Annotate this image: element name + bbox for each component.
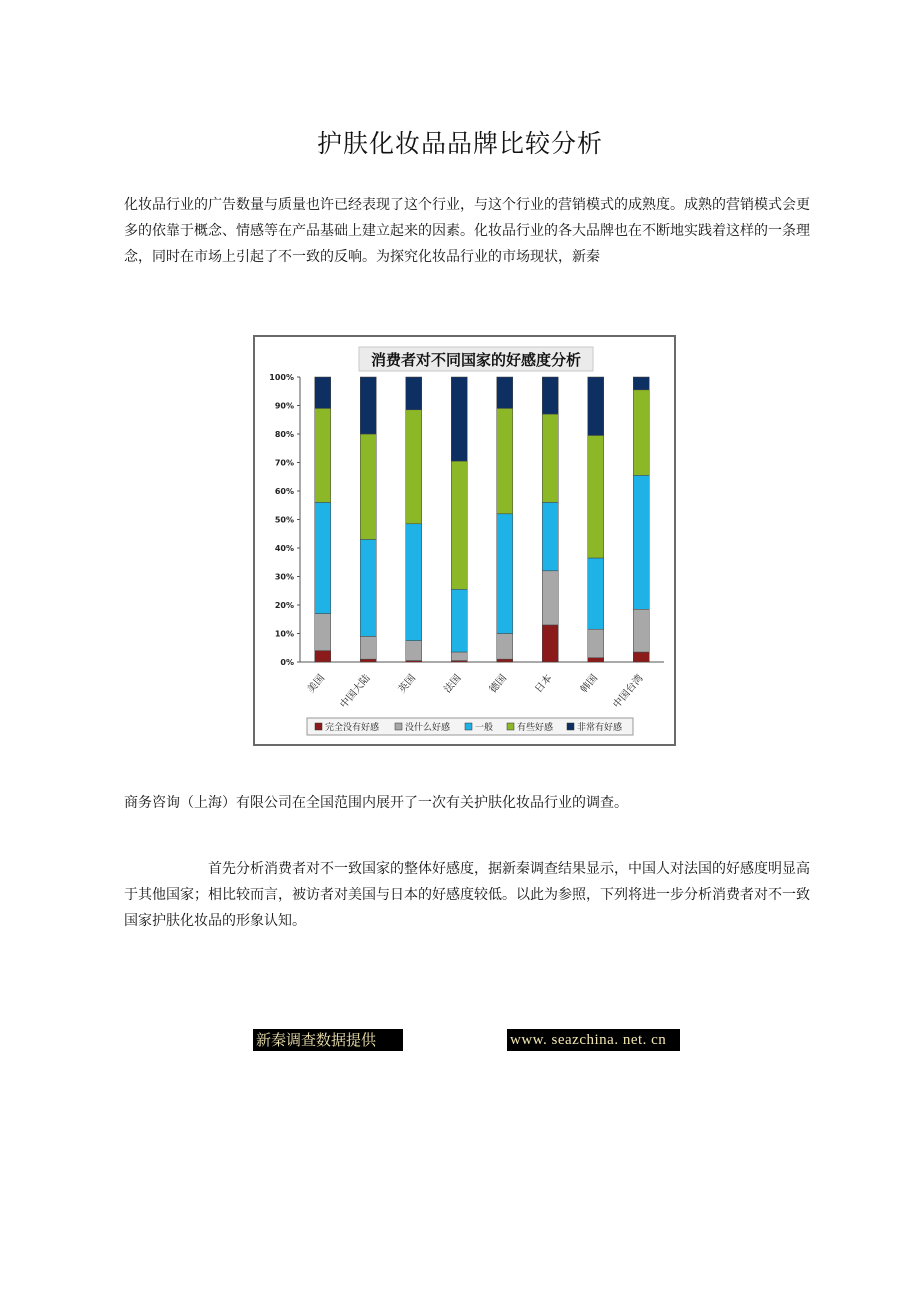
x-category-label: 中国台湾: [611, 672, 646, 711]
bar-segment: [542, 571, 558, 625]
y-tick-label: 0%: [280, 658, 294, 667]
intro-paragraph: 化妆品行业的广告数量与质量也许已经表现了这个行业，与这个行业的营销模式的成熟度。成熟的营销模式会更多的依靠于概念、情感等在产品基础上建立起来的因素。化妆品行业的各大品牌也在不断地实践着这样的一条理念，同时在市场上引起了不一致的反响。为探究化妆品行业的市场现状，新秦: [124, 197, 810, 265]
legend-label: 非常有好感: [577, 723, 623, 733]
bar-segment: [542, 502, 558, 570]
bar-segment: [315, 651, 331, 662]
y-tick-label: 50%: [274, 515, 294, 525]
bar-segment: [497, 408, 513, 513]
x-category-label: 韩国: [578, 672, 601, 696]
chart-title: 消费者对不同国家的好感度分析: [370, 351, 582, 369]
x-category-label: 法国: [442, 672, 464, 696]
y-tick-label: 40%: [274, 544, 294, 553]
y-tick-label: 80%: [274, 430, 294, 439]
website-label: www. seazchina. net. cn: [507, 1029, 680, 1051]
legend-swatch: [507, 723, 514, 730]
bar-segment: [406, 377, 422, 410]
y-tick-label: 60%: [274, 487, 294, 496]
bar-segment: [542, 625, 558, 662]
bar-segment: [315, 408, 331, 502]
bar-segment: [497, 514, 513, 634]
bar-segment: [588, 629, 604, 658]
bar-segment: [315, 502, 331, 613]
y-tick-label: 70%: [274, 458, 294, 468]
bar-segment: [588, 377, 604, 435]
y-tick-label: 100%: [269, 373, 294, 382]
x-category-label: 中国大陆: [338, 672, 373, 711]
bar-segment: [497, 634, 513, 660]
page-title: 护肤化妆品品牌比较分析: [316, 129, 603, 158]
bar-segment: [588, 658, 604, 662]
legend-label: 一般: [475, 723, 494, 733]
legend-swatch: [465, 723, 472, 730]
bar-segment: [588, 435, 604, 558]
bar-segment: [451, 652, 467, 661]
y-tick-label: 30%: [274, 572, 294, 582]
bar-segment: [497, 659, 513, 662]
legend-label: 有些好感: [517, 723, 554, 733]
bar-segment: [315, 377, 331, 408]
bar-segment: [497, 377, 513, 408]
bar-segment: [633, 377, 649, 390]
legend-swatch: [395, 723, 402, 730]
data-source-label: 新秦调查数据提供: [253, 1029, 403, 1051]
bar-segment: [588, 558, 604, 629]
y-tick-label: 90%: [274, 401, 294, 411]
analysis-paragraph: 首先分析消费者对不一致国家的整体好感度，据新秦调查结果显示，中国人对法国的好感度明显高于其他国家；相比较而言，被访者对美国与日本的好感度较低。以此为参照，下列将进一步分析消费者对不一致国家护肤化妆品的形象认知。: [124, 861, 810, 929]
bar-segment: [360, 636, 376, 659]
bar-segment: [633, 475, 649, 609]
x-category-label: 英国: [396, 672, 419, 696]
bar-segment: [542, 377, 558, 414]
x-category-label: 日本: [533, 672, 555, 696]
bar-segment: [360, 659, 376, 662]
bar-segment: [542, 414, 558, 502]
legend-label: 没什么好感: [405, 723, 451, 733]
bar-segment: [360, 377, 376, 434]
bar-segment: [406, 641, 422, 661]
bar-segment: [406, 524, 422, 641]
bar-segment: [315, 614, 331, 651]
bar-segment: [451, 589, 467, 652]
chart-frame: [253, 335, 676, 746]
y-tick-label: 20%: [274, 601, 294, 610]
legend-swatch: [567, 723, 574, 730]
x-category-label: 美国: [305, 672, 328, 696]
bar-segment: [360, 434, 376, 539]
survey-paragraph: 商务咨询（上海）有限公司在全国范围内展开了一次有关护肤化妆品行业的调查。: [124, 795, 628, 811]
legend-swatch: [315, 723, 322, 730]
bar-segment: [633, 652, 649, 662]
bar-segment: [406, 410, 422, 524]
stacked-bar-chart: [255, 337, 674, 744]
x-category-label: 德国: [487, 672, 510, 696]
bar-segment: [451, 377, 467, 461]
bar-segment: [633, 390, 649, 476]
bar-segment: [633, 609, 649, 652]
bar-segment: [360, 539, 376, 636]
bar-segment: [451, 461, 467, 589]
legend-label: 完全没有好感: [325, 723, 380, 733]
y-tick-label: 10%: [274, 629, 294, 639]
